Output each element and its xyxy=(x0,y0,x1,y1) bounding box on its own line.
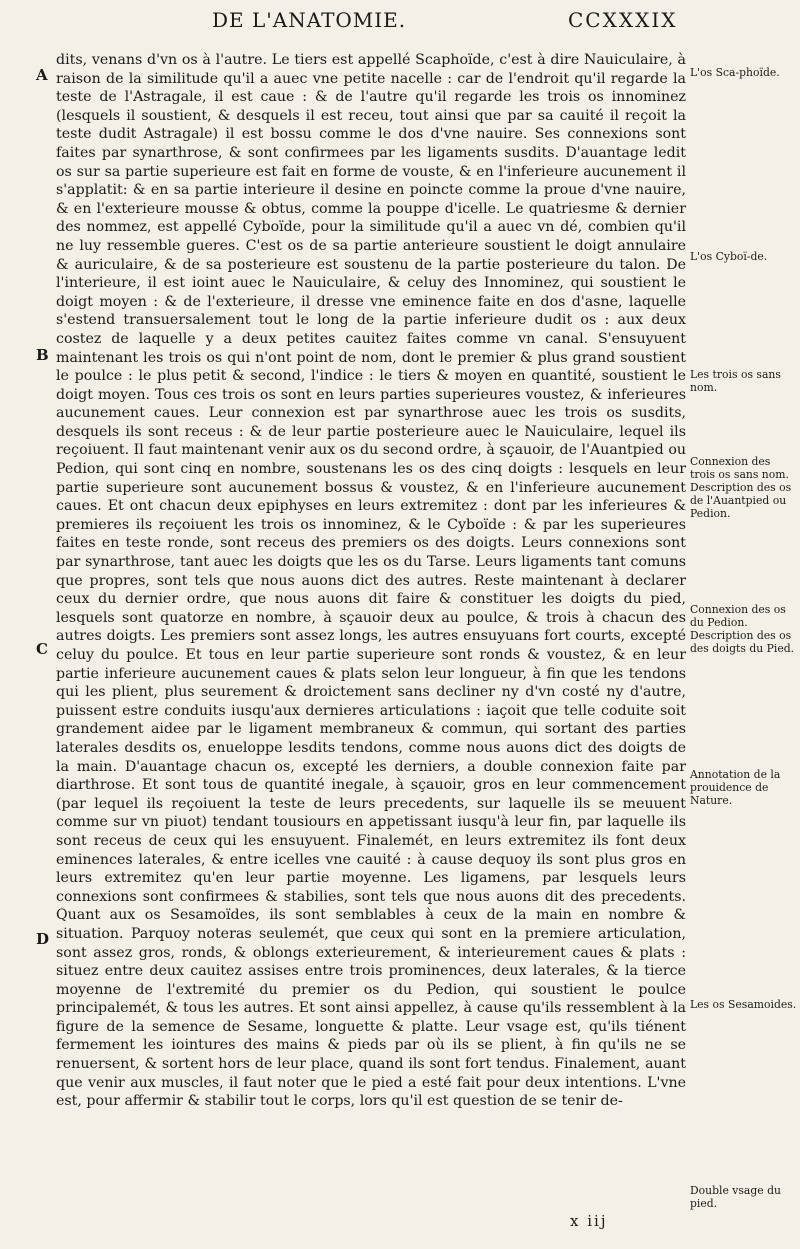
margin-note-cyboide: L'os Cyboï-de. xyxy=(690,250,768,263)
margin-letter-c: C xyxy=(36,640,48,658)
margin-letter-b: B xyxy=(36,346,49,364)
margin-note-prouidence: Annotation de la prouidence de Nature. xyxy=(690,768,781,807)
signature-mark: x iij xyxy=(570,1212,608,1230)
margin-note-double-vsage: Double vsage du pied. xyxy=(690,1184,781,1210)
margin-letter-a: A xyxy=(36,66,48,84)
margin-note-doigts: Connexion des os du Pedion. Description des os des doigts du Pied. xyxy=(690,603,795,655)
main-text-block xyxy=(56,51,686,1111)
running-head: DE L'ANATOMIE. xyxy=(212,8,407,32)
margin-note-trois-os: Les trois os sans nom. xyxy=(690,368,781,394)
folio-number: CCXXXIX xyxy=(568,8,678,32)
margin-note-scaphoide: L'os Sca-phoïde. xyxy=(690,66,780,79)
margin-note-sesamoides: Les os Sesamoides. xyxy=(690,998,797,1011)
margin-note-connexion-pedion: Connexion des trois os sans nom. Description des os de l'Auantpied ou Pedion. xyxy=(690,455,792,520)
margin-letter-d: D xyxy=(36,930,50,948)
body-paragraph: dits, venans d'vn os à l'autre. Le tiers est appellé Scaphoïde, c'est à dire Nauiculaire, à raison de la similitude qu'il a auec vne petite nacelle : car de l'endroit qu'il regarde la teste de l'Astragale, il est caue : & de l'autre qu'il regarde les trois os innominez (lesquels il soustient, & desquels il est receu, tout ainsi que par sa cauité il reçoit la teste dudit Astragale) il est bossu comme le dos d'vne nauire. Ses connexions sont faites par synarthrose, & sont confirmees par les ligaments susdits. D'auantage ledit os sur sa partie superieure est fait en forme de vouste, & en l'inferieure aucunement il s'applatit: & en sa partie interieure il desine en poincte comme la proue d'vne nauire, & en l'exterieure mousse & obtus, comme la pouppe d'icelle. Le quatriesme & dernier des nommez, est appellé Cyboïde, pour la similitude qu'il a auec vn dé, combien qu'il ne luy ressemble gueres. C'est os de sa partie anterieure soustient le doigt annulaire & auriculaire, & de sa posterieure est soustenu de la partie posterieure du talon. De l'interieure, il est ioint auec le Nauiculaire, & celuy des Innominez, qui soustient le doigt moyen : & de l'exterieure, il dresse vne eminence faite en dos d'asne, laquelle s'estend transuersalement tout le long de la partie inferieure dudit os : aux deux costez de laquelle y a deux petites cauitez faites comme vn canal. S'ensuyuent maintenant les trois os qui n'ont point de nom, dont le premier & plus grand soustient le poulce : le plus petit & second, l'indice : le tiers & moyen en quantité, soustient le doigt moyen. Tous ces trois os sont en leurs parties superieures voustez, & inferieures aucunement caues. Leur connexion est par synarthrose auec les trois os susdits, desquels ils sont receus : & de leur partie posterieure auec le Nauiculaire, lequel ils reçoiuent. Il faut maintenant venir aux os du second ordre, à sçauoir, de l'Auantpied ou Pedion, qui sont cinq en nombre, soustenans les os des cinq doigts : lesquels en leur partie superieure sont aucunement bossus & voustez, & en l'inferieure aucunement caues. Et ont chacun deux epiphyses en leurs extremitez : dont par les inferieures & premieres ils reçoiuent les trois os innominez, & le Cyboïde : & par les superieures faites en teste ronde, sont receus des premiers os des doigts. Leurs connexions sont par synarthrose, tant auec les doigts que les os du Tarse. Leurs ligaments tant comuns que propres, sont tels que nous auons dict des autres. Reste maintenant à declarer ceux du dernier ordre, que nous auons dit faire & constituer les doigts du pied, lesquels sont quatorze en nombre, à sçauoir deux au poulce, & trois à chacun des autres doigts. Les premiers sont assez longs, les autres ensuyuans fort courts, excepté celuy du poulce. Et tous en leur partie superieure sont ronds & voustez, & en leur partie inferieure aucunement caues & plats selon leur longueur, à fin que les tendons qui les plient, plus seurement & droictement sans decliner ny d'vn costé ny d'autre, puissent estre conduits iusqu'aux dernieres articulations : iaçoit que telle coduite soit grandement aidee par le ligament membraneux & commun, qui sortant des parties laterales desdits os, enueloppe lesdits tendons, comme nous auons dict des doigts de la main. D'auantage chacun os, excepté les derniers, a double connexion faite par diarthrose. Et sont tous de quantité inegale, à sçauoir, gros en leur commencement (par lequel ils reçoiuent la teste de leurs precedents, sur laquelle ils se meuuent comme sur vn piuot) tendant tousiours en appetissant iusqu'à leur fin, par laquelle ils sont receus de ceux qui les ensuyuent. Finalemét, en leurs extremitez ils font deux eminences laterales, & entre icelles vne cauité : à cause dequoy ils sont plus gros en leurs extremitez qu'en leur partie moyenne. Les ligamens, par lesquels leurs connexions sont confirmees & stabilies, sont tels que nous auons dit des precedents. Quant aux os Sesamoïdes, ils sont semblables à ceux de la main en nombre & situation. Parquoy noteras seulemét, que ceux qui sont en la premiere articulation, sont assez gros, ronds, & oblongs exterieurement, & interieurement caues & plats : situez entre deux cauitez assises entre trois prominences, deux laterales, & la tierce moyenne de l'extremité du premier os du Pedion, qui soustient le poulce principalemét, & tous les autres. Et sont ainsi appellez, à cause qu'ils ressemblent à la figure de la semence de Sesame, longuette & platte. Leur vsage est, qu'ils tiénent fermement les iointures des mains & pieds par où ils se plient, à fin qu'ils ne se renuersent, & sortent hors de leur place, quand ils sont fort tendus. Finalement, auant que venir aux muscles, il faut noter que le pied a esté fait pour deux intentions. L'vne est, pour affermir & stabilir tout le corps, lors qu'il est question de se tenir de- xyxy=(56,52,686,1110)
